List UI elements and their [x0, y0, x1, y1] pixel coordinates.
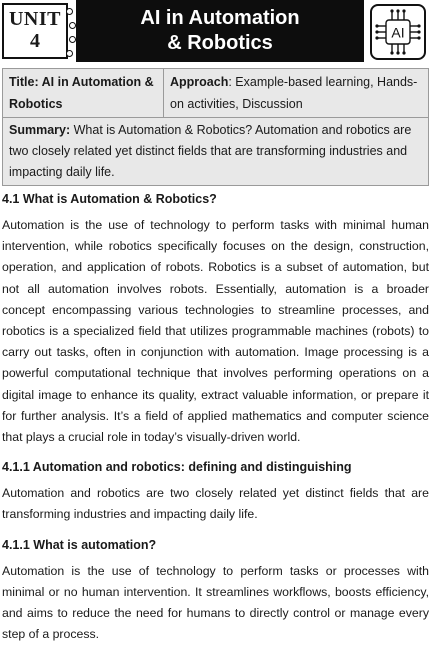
section-paragraph-4-1: Automation is the use of technology to perform tasks with minimal human intervention, while robotics specifically focuses on the design, construction, operation, and application of robots. Robotics is a subset of automation, but not all automation involves robots. Essentially, automation is a broader concept encompassing various technologies to streamline processes, and robotics is a specialized field that utilizes programmable machines (robots) to carry out tasks, often in conjunction with automation. Image processing is a powerful computational technique that involves performing operations on a digital image to enhance its quality, extract valuable information, or prepare it for further analysis. It’s a field of applied mathematics and computer science that plays a crucial role in today’s visually-driven world. — [2, 218, 429, 445]
section-heading-4-1-1-a: 4.1.1 Automation and robotics: defining and distinguishing — [2, 460, 352, 475]
section-heading-4-1-1-b: 4.1.1 What is automation? — [2, 537, 157, 552]
ai-badge-text: AI — [391, 24, 405, 41]
lesson-body — [2, 188, 429, 645]
chapter-title-line2: & Robotics — [167, 32, 273, 54]
chapter-title — [76, 0, 364, 62]
unit-box — [2, 3, 68, 59]
approach-cell — [164, 69, 429, 118]
approach-label: Approach — [170, 75, 229, 89]
summary-label: Summary: — [9, 123, 71, 137]
title-cell — [3, 69, 164, 118]
unit-number: 4 — [30, 30, 40, 52]
title-value: AI in Automation & Robotics — [9, 75, 154, 111]
approach-value: : Example-based learning, Hands-on activities, Discussion — [170, 75, 418, 111]
title-label: Title: — [9, 75, 39, 89]
summary-value: What is Automation & Robotics? Automation and robotics are two closely related yet distinct fields that are transforming industries and impacting daily life. — [9, 123, 412, 179]
unit-label: UNIT — [8, 8, 61, 30]
lesson-info-table — [2, 68, 429, 186]
summary-cell — [3, 118, 429, 186]
ai-chip-icon — [370, 4, 426, 60]
section-heading-4-1: 4.1 What is Automation & Robotics? — [2, 192, 217, 206]
section-paragraph-4-1-1-a: Automation and robotics are two closely related yet distinct fields that are transforming industries and impacting daily life. — [2, 486, 429, 522]
unit-header — [0, 0, 431, 64]
section-paragraph-4-1-1-b: Automation is the use of technology to perform tasks or processes with minimal or no human intervention. It streamlines workflows, boosts efficiency, and aims to reduce the need for humans to directly control or manage every step of a process. — [2, 563, 429, 642]
chapter-title-line1: AI in Automation — [140, 7, 300, 29]
